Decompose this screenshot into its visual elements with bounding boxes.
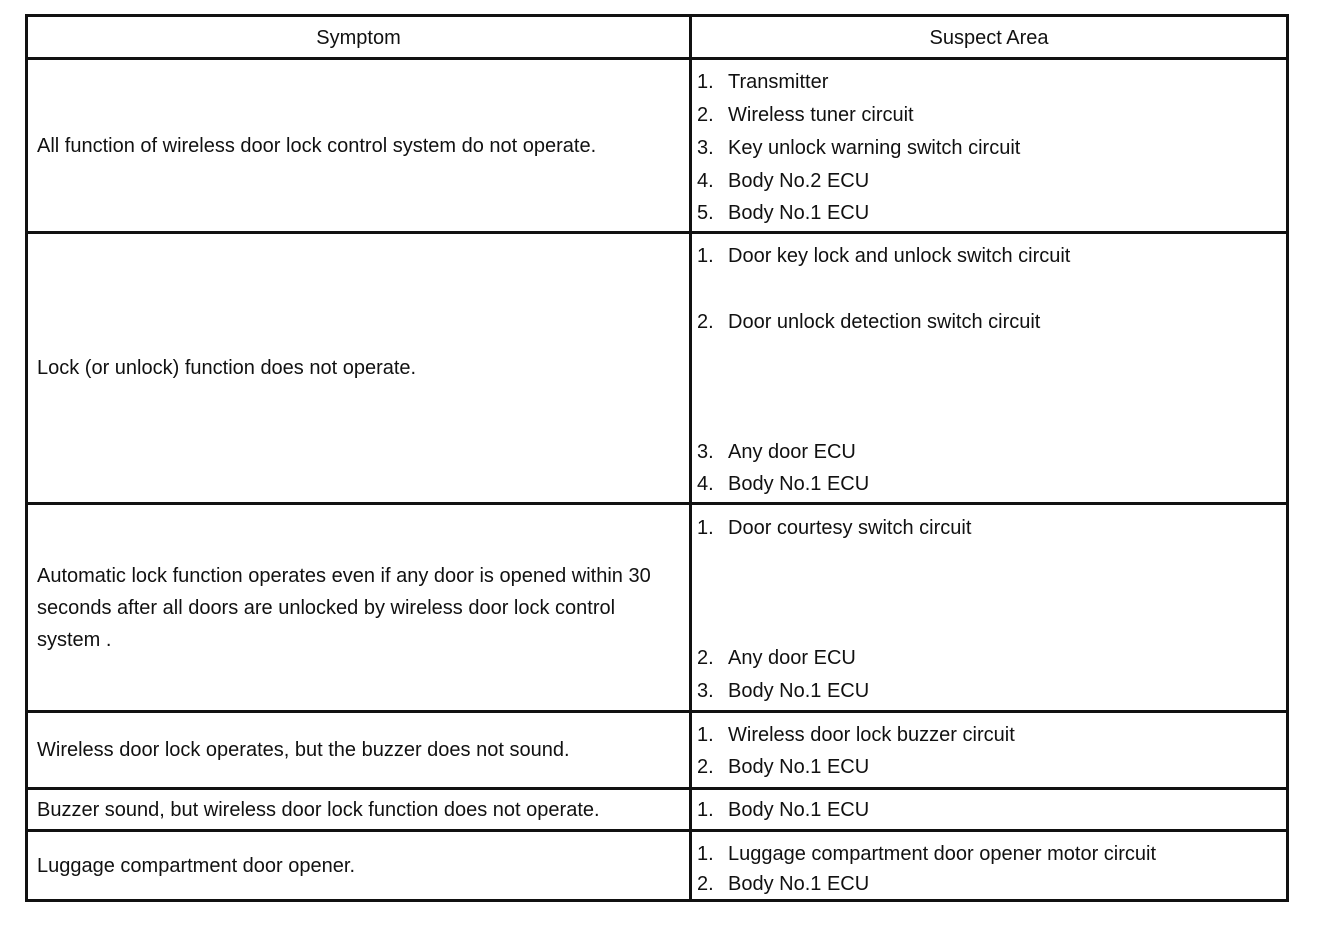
symptom-text: Wireless door lock operates, but the buzzer does not sound. xyxy=(37,739,570,761)
symptom-cell xyxy=(37,790,677,829)
suspect-area-item: 3. Key unlock warning switch circuit xyxy=(697,137,1021,159)
suspect-area-item: 3. Body No.1 ECU xyxy=(697,680,870,702)
suspect-area-item: 2. Body No.1 ECU xyxy=(697,873,870,895)
symptom-text: Luggage compartment door opener. xyxy=(37,854,355,877)
suspect-area-item: 3. Any door ECU xyxy=(697,441,856,463)
suspect-area-item: 1. Door courtesy switch circuit xyxy=(697,517,972,539)
symptom-cell xyxy=(37,832,677,899)
suspect-area-item: 1. Door key lock and unlock switch circuit xyxy=(697,245,1071,267)
column-divider xyxy=(689,17,692,899)
suspect-area-item: 1. Wireless door lock buzzer circuit xyxy=(697,724,1015,746)
troubleshooting-table xyxy=(25,14,1289,902)
symptom-cell xyxy=(37,60,677,231)
symptom-cell xyxy=(37,713,677,787)
suspect-area-item: 2. Wireless tuner circuit xyxy=(697,104,914,126)
suspect-area-item: 1. Transmitter xyxy=(697,71,829,93)
suspect-area-item: 2. Body No.1 ECU xyxy=(697,756,870,778)
suspect-area-item: 5. Body No.1 ECU xyxy=(697,202,870,224)
symptom-text: All function of wireless door lock control system do not operate. xyxy=(37,134,597,157)
symptom-cell xyxy=(37,505,677,710)
symptom-cell xyxy=(37,234,677,502)
suspect-area-item: 2. Any door ECU xyxy=(697,647,856,669)
suspect-area-item: 4. Body No.2 ECU xyxy=(697,170,870,192)
suspect-area-item: 1. Luggage compartment door opener motor circuit xyxy=(697,843,1157,865)
symptom-text: Buzzer sound, but wireless door lock function does not operate. xyxy=(37,798,600,821)
suspect-area-item: 1. Body No.1 ECU xyxy=(697,799,870,821)
suspect-area-item: 2. Door unlock detection switch circuit xyxy=(697,311,1041,333)
header-symptom: Symptom xyxy=(316,26,401,49)
symptom-text: Lock (or unlock) function does not operate. xyxy=(37,357,417,379)
header-suspect-area: Suspect Area xyxy=(929,26,1049,49)
suspect-area-item: 4. Body No.1 ECU xyxy=(697,473,870,495)
symptom-text: Automatic lock function operates even if any door is opened within 30 seconds after all doors are unlocked by wireless door lock control system . xyxy=(37,564,651,651)
